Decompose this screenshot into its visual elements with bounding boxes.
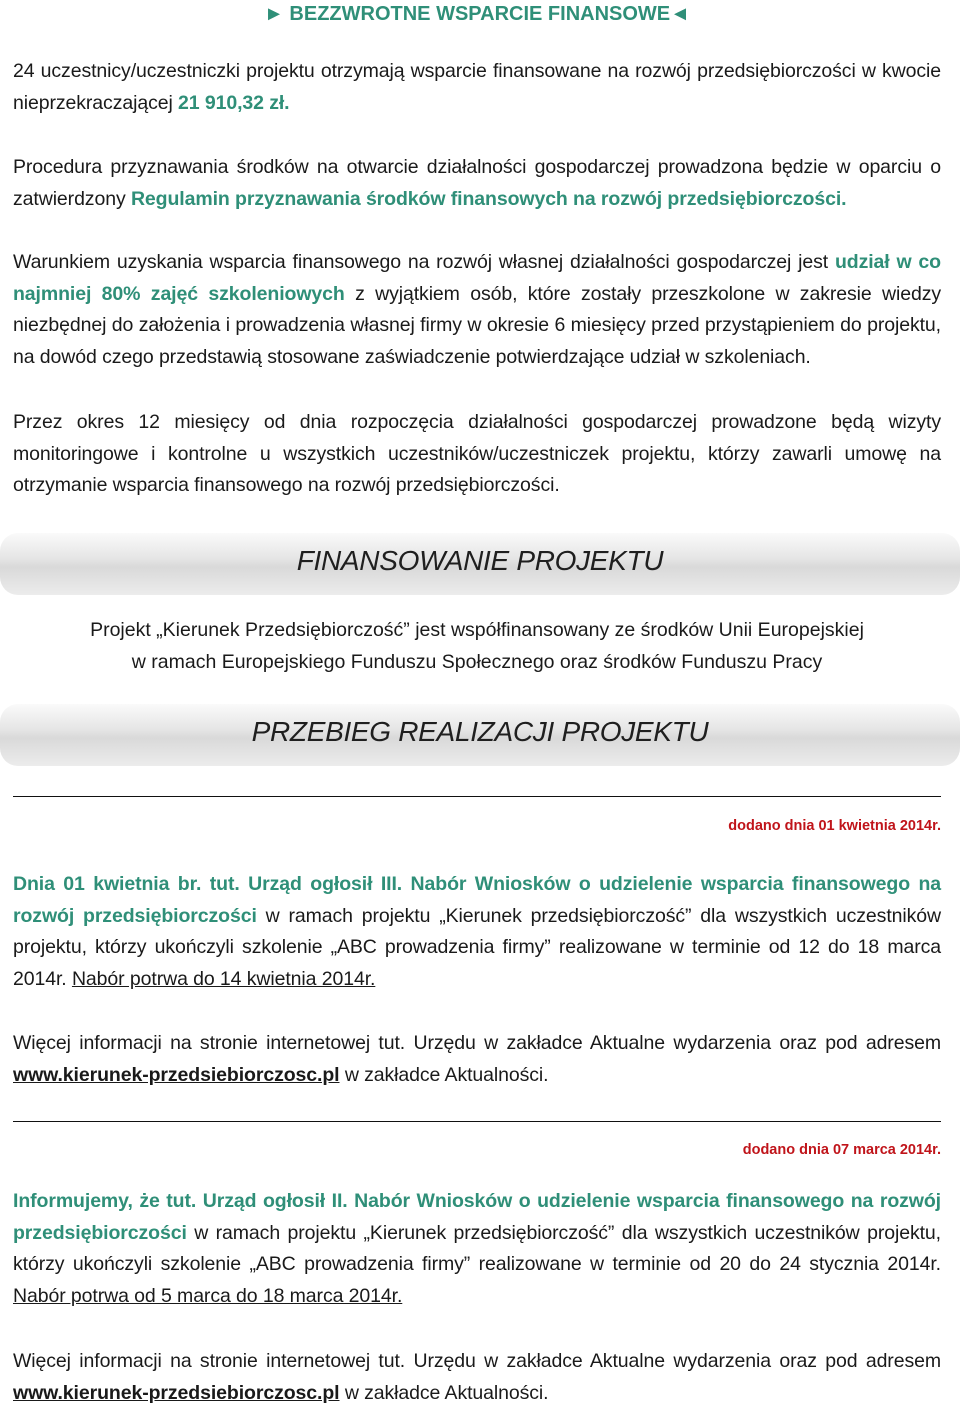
- divider: [13, 796, 941, 797]
- financing-info: [13, 615, 941, 678]
- news-more-info: [13, 1028, 941, 1091]
- news-body: w ramach projektu „Kierunek przedsiębiorczość” dla wszystkich uczestników projektu, którzy ukończyli szkolenie „ABC prowadzenia firmy” realizowane w terminie od 12 do 18 marca 2014r.: [13, 904, 942, 990]
- financing-line-1: Projekt „Kierunek Przedsiębiorczość” jest współfinansowany ze środków Unii Europejskiej: [90, 619, 864, 641]
- regulamin-reference: Regulamin przyznawania środków finansowych na rozwój przedsiębiorczości.: [130, 187, 847, 210]
- amount-value: 21 910,32 zł.: [178, 91, 290, 114]
- news-deadline: Nabór potrwa do 14 kwietnia 2014r.: [71, 967, 376, 990]
- financing-line-2: w ramach Europejskiego Funduszu Społecznego oraz środków Funduszu Pracy: [131, 650, 823, 673]
- intro-text: 24 uczestnicy/uczestniczki projektu otrzymają wsparcie finansowane na rozwój przedsiębiorczości w kwocie nieprzekraczającej: [13, 60, 941, 114]
- news-more-info: [13, 1346, 941, 1409]
- financing-heading: FINANSOWANIE PROJEKTU: [296, 545, 664, 576]
- divider: [13, 1121, 941, 1122]
- condition-text: Warunkiem uzyskania wsparcia finansowego na rozwój własnej działalności gospodarczej jest: [13, 251, 829, 273]
- condition-text-rest: z wyjątkiem osób, które zostały przeszkolone w zakresie wiedzy niezbędnej do założenia i prowadzenia własnej firmy w okresie 6 miesięcy przed przystąpieniem do projektu, na dowód czego przedstawią stosowane zaświadczenie potwierdzające udział w szkoleniach.: [13, 282, 942, 368]
- news-item: [13, 1186, 941, 1312]
- intro-paragraph-amount: [13, 56, 941, 119]
- news-lead: Dnia 01 kwietnia br. tut. Urząd ogłosił III. Nabór Wniosków o udzielenie wsparcia finansowego na rozwój przedsiębiorczości: [13, 873, 941, 927]
- procedure-text: Procedura przyznawania środków na otwarcie działalności gospodarczej prowadzona będzie w oparciu o zatwierdzony: [13, 156, 941, 210]
- news-date: dodano dnia 07 marca 2014r.: [742, 1142, 941, 1158]
- more-info-text: Więcej informacji na stronie internetowej tut. Urzędu w zakładce Aktualne wydarzenia oraz pod adresem: [13, 1032, 941, 1054]
- website-link[interactable]: www.kierunek-przedsiebiorczosc.pl: [13, 1381, 340, 1404]
- news-lead: Informujemy, że tut. Urząd ogłosił II. Nabór Wniosków o udzielenie wsparcia finansowego na rozwój przedsiębiorczości: [13, 1190, 941, 1244]
- monitoring-text: Przez okres 12 miesięcy od dnia rozpoczęcia działalności gospodarczej prowadzone będą wizyty monitoringowe i kontrolne u wszystkich uczestników/uczestniczek projektu, którzy zawarli umowę na otrzymanie wsparcia finansowego na rozwój przedsiębiorczości.: [13, 411, 941, 496]
- more-info-tail: w zakładce Aktualności.: [344, 1381, 549, 1404]
- progress-heading: PRZEBIEG REALIZACJI PROJEKTU: [251, 716, 709, 747]
- section-title-bezzwrotne-wsparcie: ► BEZZWROTNE WSPARCIE FINANSOWE◄: [264, 3, 690, 25]
- more-info-tail: w zakładce Aktualności.: [344, 1063, 549, 1086]
- attendance-requirement: udział w co najmniej 80% zajęć szkoleniowych: [13, 251, 941, 305]
- intro-paragraph-monitoring: [13, 407, 941, 502]
- news-date: dodano dnia 01 kwietnia 2014r.: [728, 818, 941, 834]
- more-info-text: Więcej informacji na stronie internetowej tut. Urzędu w zakładce Aktualne wydarzenia oraz pod adresem: [13, 1350, 941, 1372]
- news-body: w ramach projektu „Kierunek przedsiębiorczość” dla wszystkich uczestników projektu, którzy ukończyli szkolenie „ABC prowadzenia firmy” realizowane w terminie od 20 do 24 stycznia 2014r.: [13, 1221, 941, 1275]
- intro-paragraph-condition: [13, 247, 941, 373]
- news-deadline: Nabór potrwa od 5 marca do 18 marca 2014r.: [13, 1284, 403, 1307]
- website-link[interactable]: www.kierunek-przedsiebiorczosc.pl: [13, 1063, 340, 1086]
- intro-paragraph-procedure: [13, 152, 941, 215]
- news-item: [13, 869, 941, 995]
